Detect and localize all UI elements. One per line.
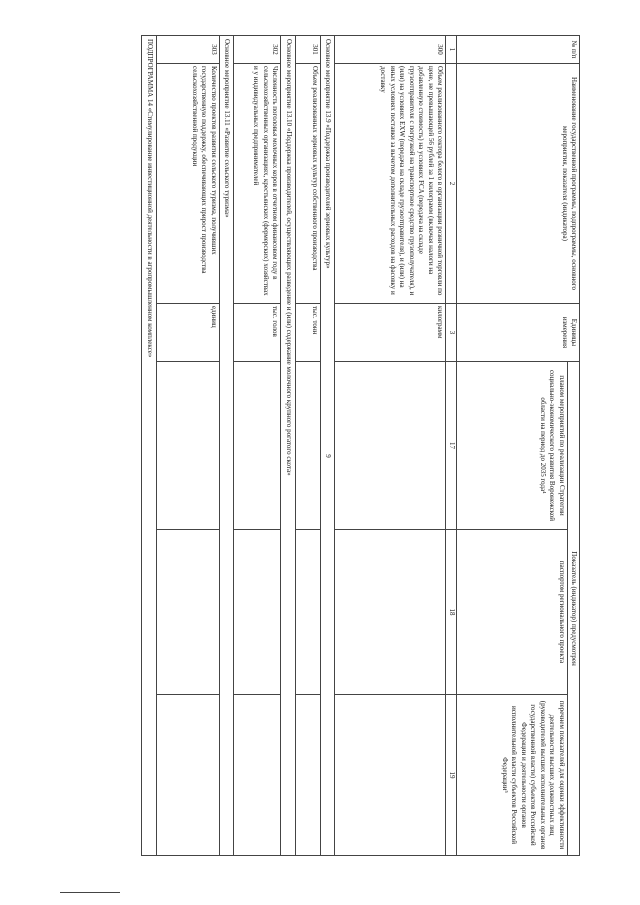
header-name: Наименование государственной программы, подпрограммы, основного мероприятия, показателя (индикатора) — [456, 64, 579, 304]
index-cell: 19 — [446, 695, 456, 856]
row-unit: тыс. голов — [234, 304, 281, 362]
row-name: Объем реализованного сектора белого в организации розничной торговли по цене, не превышающей 56 рублей за 1 килограмм (включая налоги на добавленную стоимость) на условиях FCA (передача на складе грузоотправителя с погрузкой на транспортное средство грузополучателя), и (или) на условиях EXW (передача на складе грузоотправителя), и (или) на иных условиях поставки за вычетом дополнительных расходов на фасовку и доставку — [335, 64, 446, 304]
section-title: Основное мероприятие 13.10 «Поддержка производителей, осуществляющих разведение и (или) содержание молочного крупного рогатого скота» — [281, 36, 295, 856]
section-row — [219, 36, 233, 856]
row-number: 302 — [234, 36, 281, 64]
table-row — [335, 36, 446, 856]
index-cell: 1 — [446, 36, 456, 64]
header-group: Показатель (индикатор) предусмотрен — [567, 362, 579, 856]
row-name: Объем реализованных зерновых культур собственного производства — [295, 64, 320, 304]
index-cell: 2 — [446, 64, 456, 304]
footnote-divider — [60, 892, 120, 893]
row-number: 300 — [335, 36, 446, 64]
section-title: Основное мероприятие 13.9 «Поддержка производителей зерновых культур» — [320, 36, 334, 856]
header-number: № п/п — [456, 36, 579, 64]
section-row — [142, 36, 156, 856]
row-name: Численность поголовья молочных коров в отчетном финансовом году в сельскохозяйственных организациях, крестьянских (фермерских) хозяйствах и у индивидуальных предпринимателей — [234, 64, 281, 304]
index-cell: 3 — [446, 304, 456, 362]
indicators-table — [141, 35, 580, 856]
row-name: Количество проектов развития сельского туризма, получивших государственную поддержку, обеспечивающих прирост производства сельскохозяйственной продукции — [156, 64, 219, 304]
row-unit: килограмм — [335, 304, 446, 362]
header-regional-project: паспортом регионального проекта — [456, 530, 567, 695]
rotated-table-container — [85, 35, 580, 855]
table-row — [295, 36, 320, 856]
page-number: 9 — [323, 454, 332, 458]
row-unit: тыс. тонн — [295, 304, 320, 362]
section-row — [320, 36, 334, 856]
table-row — [234, 36, 281, 856]
table-row — [156, 36, 219, 856]
header-strategy: планом мероприятий по реализации Стратегии социально-экономического развития Воронежской области на период до 2035 года⁴ — [456, 362, 567, 530]
row-number: 303 — [156, 36, 219, 64]
row-unit: единиц — [156, 304, 219, 362]
index-row — [446, 36, 456, 856]
section-title: Основное мероприятие 13.11 «Развитие сельского туризма» — [219, 36, 233, 856]
section-row — [281, 36, 295, 856]
row-number: 301 — [295, 36, 320, 64]
section-title: ПОДПРОГРАММА 14 «Стимулирование инвестиционной деятельности в агропромышленном комплексе» — [142, 36, 156, 856]
index-cell: 18 — [446, 530, 456, 695]
header-unit: Единицы измерения — [456, 304, 579, 362]
header-efficiency-list: перечнем показателей для оценки эффективности деятельности высших должностных лиц (руководителей высших исполнительных органов государственной власти) субъектов Российской Федерации и деятельности органов исполнительной власти субъектов Российской Федерации⁵ — [456, 695, 567, 856]
index-cell: 17 — [446, 362, 456, 530]
